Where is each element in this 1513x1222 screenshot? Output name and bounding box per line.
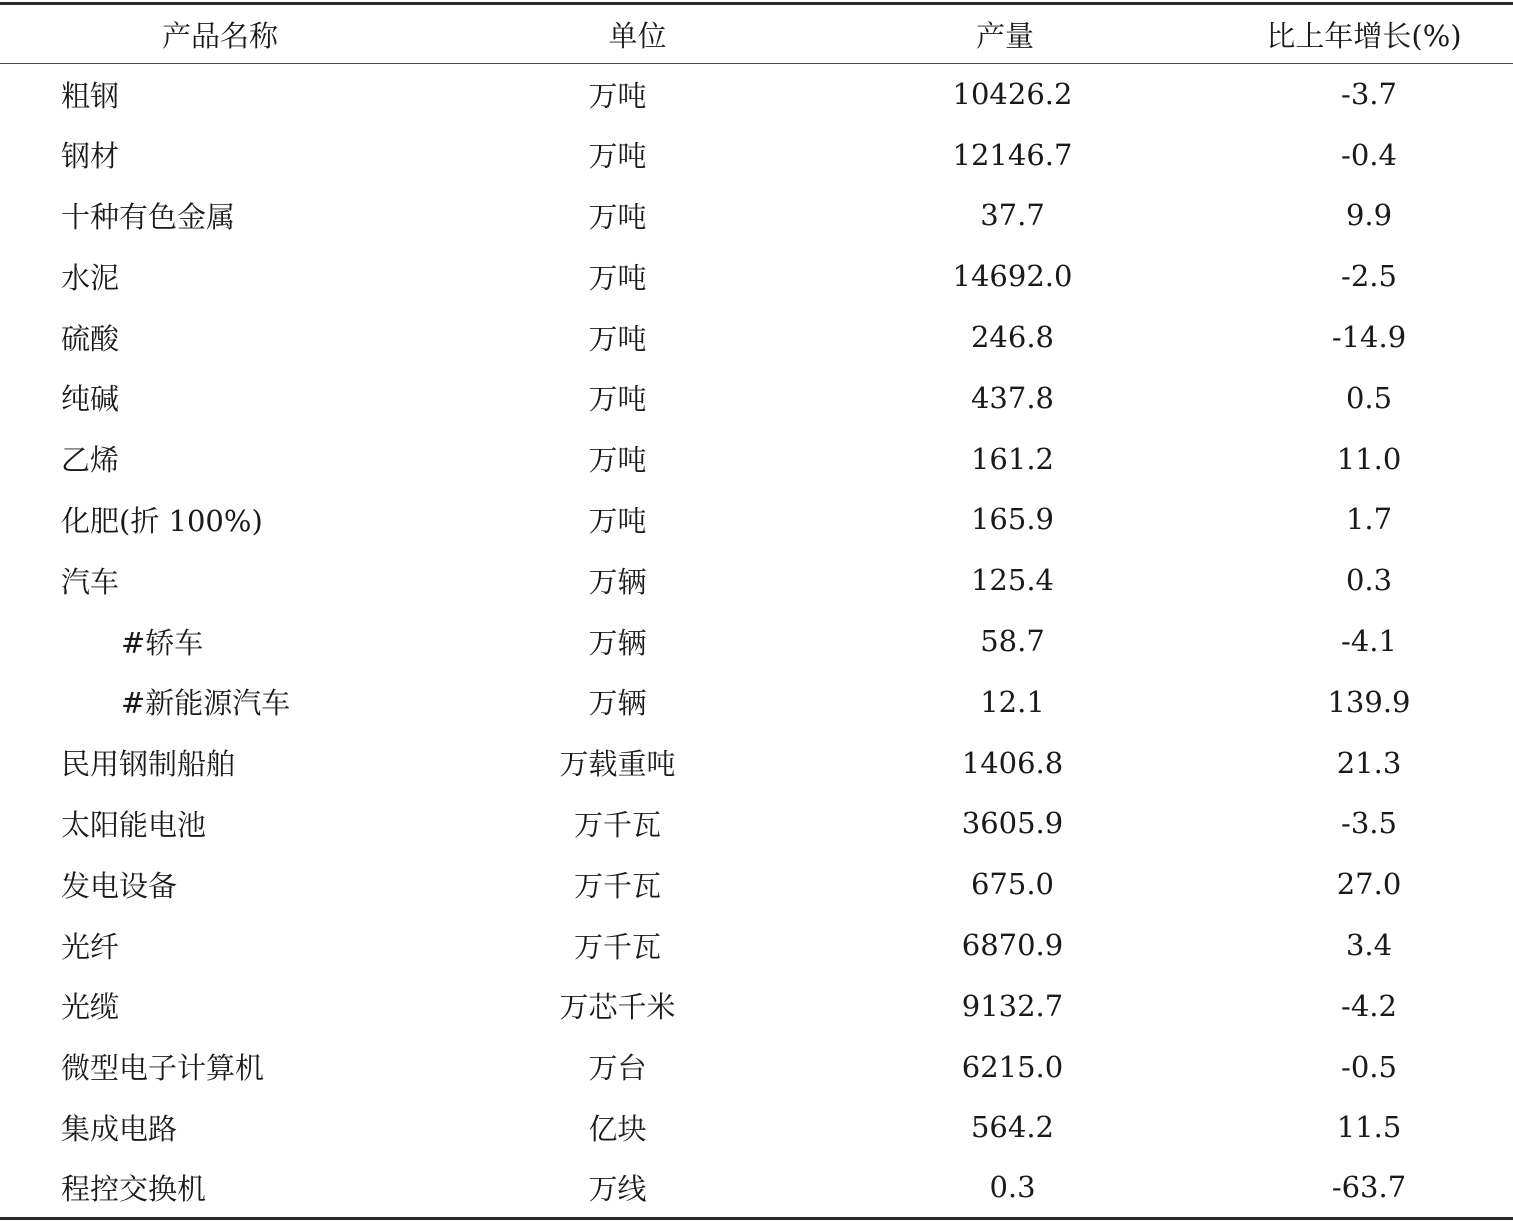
table-row: [0, 854, 1513, 915]
table-body: [0, 64, 1513, 1219]
cell-unit: 万辆: [588, 625, 647, 660]
table-row: [0, 793, 1513, 854]
header-unit: 单位: [440, 4, 835, 64]
table-row: [0, 64, 1513, 125]
table-row: [0, 1036, 1513, 1097]
cell-unit: 万千瓦: [573, 807, 661, 842]
cell-output: 437.8: [970, 380, 1055, 415]
table-row: [0, 611, 1513, 672]
cell-product-name: 水泥: [61, 260, 120, 295]
cell-growth: 0.5: [1345, 380, 1393, 415]
cell-product-name: 十种有色金属: [61, 199, 236, 234]
table-row: [0, 185, 1513, 246]
cell-growth: 0.3: [1345, 563, 1393, 598]
cell-product-name: 发电设备: [61, 868, 178, 903]
cell-unit: 万吨: [588, 260, 647, 295]
cell-output: 10426.2: [952, 77, 1073, 112]
cell-output: 125.4: [970, 563, 1055, 598]
cell-output: 6870.9: [961, 928, 1064, 963]
cell-growth: -0.4: [1341, 137, 1397, 172]
cell-growth: 11.0: [1336, 441, 1402, 476]
cell-unit: 万吨: [588, 321, 647, 356]
cell-product-name: 粗钢: [61, 78, 120, 113]
cell-product-name: 集成电路: [61, 1111, 178, 1146]
cell-product-name: 程控交换机: [0, 1158, 440, 1219]
cell-product-name: 硫酸: [61, 321, 120, 356]
cell-product-name: 光缆: [61, 990, 120, 1025]
cell-unit: 万吨: [588, 199, 647, 234]
cell-unit: 万吨: [588, 503, 647, 538]
cell-output: 246.8: [970, 320, 1055, 355]
cell-growth: 9.9: [1345, 198, 1393, 233]
table-row: [0, 550, 1513, 611]
cell-growth: 3.4: [1345, 928, 1393, 963]
cell-growth: -63.7: [1175, 1158, 1513, 1219]
cell-growth: -2.5: [1341, 259, 1397, 294]
cell-unit: 万千瓦: [573, 929, 661, 964]
cell-growth: 11.5: [1336, 1110, 1402, 1145]
cell-growth: -14.9: [1331, 320, 1407, 355]
product-output-table: [0, 2, 1513, 1220]
table-row: [0, 975, 1513, 1036]
table-row: [0, 367, 1513, 428]
cell-output: 0.3: [835, 1158, 1175, 1219]
cell-unit: 万吨: [588, 443, 647, 478]
table-row: [0, 489, 1513, 550]
cell-unit: 万辆: [588, 686, 647, 721]
cell-unit: 万芯千米: [559, 990, 676, 1025]
cell-output: 165.9: [970, 502, 1055, 537]
cell-output: 1406.8: [961, 745, 1064, 780]
cell-output: 675.0: [970, 867, 1055, 902]
cell-product-name: 汽车: [61, 564, 120, 599]
cell-growth: 1.7: [1345, 502, 1393, 537]
table-header-row: [0, 4, 1513, 64]
table-row: [0, 732, 1513, 793]
cell-unit: 万千瓦: [573, 868, 661, 903]
header-product-name: 产品名称: [0, 4, 440, 64]
cell-unit: 万台: [588, 1051, 647, 1086]
cell-unit: 万线: [440, 1158, 835, 1219]
cell-output: 3605.9: [961, 806, 1064, 841]
cell-product-name: #轿车: [121, 625, 204, 660]
cell-growth: -4.1: [1341, 624, 1397, 659]
table-row: [0, 307, 1513, 368]
cell-unit: 万载重吨: [559, 747, 676, 782]
cell-unit: 亿块: [588, 1111, 647, 1146]
header-output: 产量: [835, 4, 1175, 64]
cell-product-name: 乙烯: [61, 443, 120, 478]
cell-output: 161.2: [970, 441, 1055, 476]
cell-product-name: 民用钢制船舶: [61, 747, 236, 782]
cell-growth: -4.2: [1341, 988, 1397, 1023]
cell-output: 37.7: [980, 198, 1045, 233]
cell-product-name: 微型电子计算机: [61, 1051, 265, 1086]
table-row: [0, 1097, 1513, 1158]
cell-unit: 万辆: [588, 564, 647, 599]
cell-product-name: 太阳能电池: [61, 807, 207, 842]
cell-output: 564.2: [970, 1110, 1055, 1145]
cell-growth: -0.5: [1341, 1049, 1397, 1084]
cell-output: 6215.0: [961, 1049, 1064, 1084]
cell-product-name: 钢材: [61, 139, 120, 174]
cell-growth: 21.3: [1336, 745, 1402, 780]
cell-growth: 139.9: [1327, 684, 1411, 719]
cell-output: 14692.0: [952, 259, 1073, 294]
table-row: [0, 246, 1513, 307]
cell-unit: 万吨: [588, 139, 647, 174]
cell-output: 12146.7: [952, 137, 1073, 172]
cell-product-name: 光纤: [61, 929, 120, 964]
cell-output: 12.1: [980, 684, 1045, 719]
header-growth: 比上年增长(%): [1175, 4, 1513, 64]
table-row: [0, 124, 1513, 185]
cell-output: 58.7: [980, 624, 1045, 659]
cell-growth: -3.7: [1341, 77, 1397, 112]
cell-unit: 万吨: [588, 382, 647, 417]
cell-growth: 27.0: [1336, 867, 1402, 902]
cell-growth: -3.5: [1341, 806, 1397, 841]
cell-product-name: #新能源汽车: [121, 686, 291, 721]
cell-output: 9132.7: [961, 988, 1064, 1023]
cell-product-name: 化肥(折 100%): [61, 503, 263, 538]
table-row: [0, 1158, 1513, 1219]
cell-unit: 万吨: [588, 78, 647, 113]
table-row: [0, 428, 1513, 489]
cell-product-name: 纯碱: [61, 382, 120, 417]
table-row: [0, 671, 1513, 732]
table-row: [0, 915, 1513, 976]
